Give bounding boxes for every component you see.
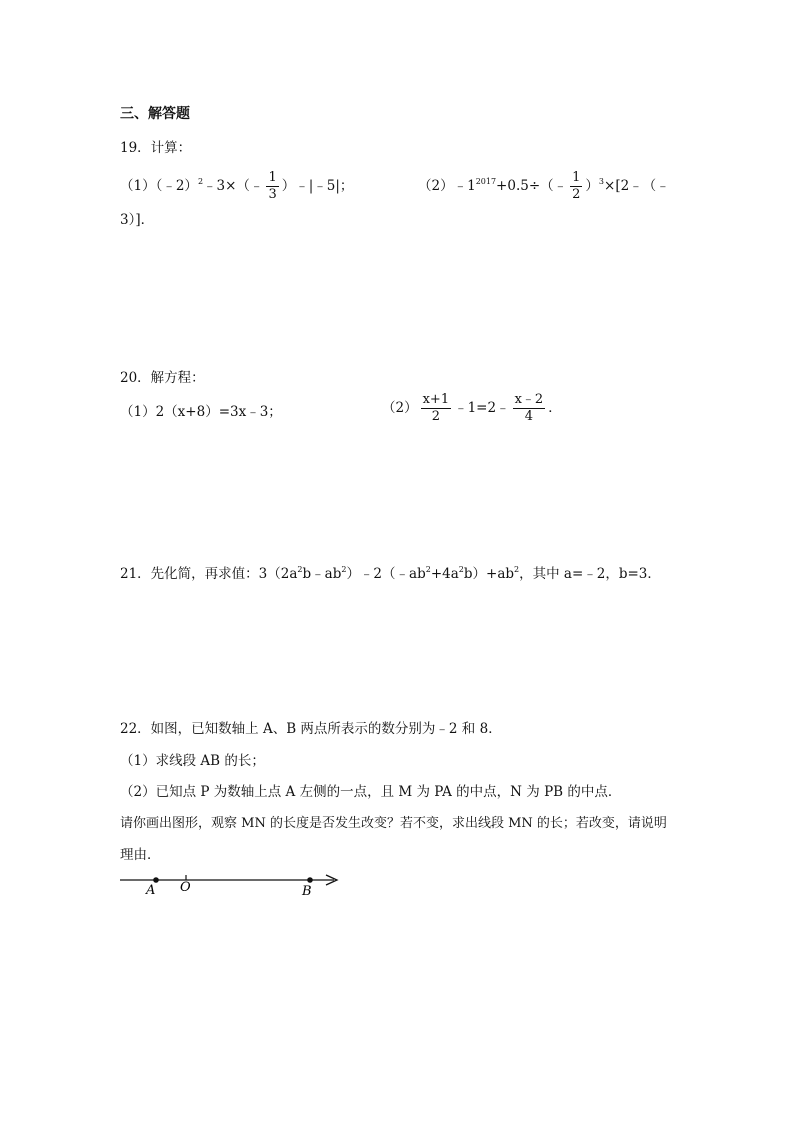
label-o: O xyxy=(180,880,191,895)
q20-p2-fraction1 xyxy=(421,393,452,423)
q21-text xyxy=(120,562,661,582)
q20-p2-post: ． xyxy=(548,400,562,416)
q19-p2-numerator: 1 xyxy=(572,170,581,186)
q19-p1-numerator: 1 xyxy=(268,170,277,186)
q19-p2-pre: （2）﹣1 xyxy=(418,178,476,194)
section-title: 三、解答题 xyxy=(120,106,190,122)
q21-exp3: 2 xyxy=(425,565,431,574)
q19-part2 xyxy=(418,168,670,204)
point-b-dot xyxy=(307,877,313,883)
q19-p1-fraction xyxy=(266,171,278,201)
label-b: B xyxy=(302,884,312,899)
q21-t1: b﹣ab xyxy=(302,566,342,582)
q21-t4: b）+ab xyxy=(463,566,515,582)
q19-p1-exp: 2 xyxy=(197,177,204,186)
q19-p2-post2: ×[2﹣（﹣ xyxy=(604,178,670,194)
q19-p2-mid: +0.5÷（﹣ xyxy=(496,178,568,194)
q19-p2-exp: 2017 xyxy=(475,177,497,186)
q19-p2-fraction xyxy=(570,171,582,201)
q21-t3: +4a xyxy=(430,566,459,582)
q21-exp4: 2 xyxy=(458,565,464,574)
q20-p2-denominator2: 4 xyxy=(524,409,534,424)
q22-instruction-end: 理由． xyxy=(120,847,161,863)
q19-p1-pre: （1）（﹣2） xyxy=(120,178,198,194)
q22-instruction: 请你画出图形，观察 MN 的长度是否发生改变？若不变，求出线段 MN 的长；若改变，请说明 xyxy=(120,816,667,831)
q20-p2-numerator1: x+1 xyxy=(422,392,450,408)
q21-exp5: 2 xyxy=(514,565,520,574)
q22-stem: 22．如图，已知数轴上 A、B 两点所表示的数分别为﹣2 和 8． xyxy=(120,721,502,737)
q19-p2-denominator: 2 xyxy=(572,187,581,202)
label-a: A xyxy=(146,883,156,898)
q20-p2-mid: ﹣1=2﹣ xyxy=(454,400,510,416)
q20-p2-fraction2 xyxy=(513,393,546,423)
q22-part2: （2）已知点 P 为数轴上点 A 左侧的一点，且 M 为 PA 的中点，N 为 PB 的中点． xyxy=(120,784,622,800)
q21-pre: 21．先化简，再求值：3（2a xyxy=(120,566,298,582)
q19-p2-post1: ） xyxy=(585,178,599,194)
q19-part1 xyxy=(120,168,353,204)
q20-p2-denominator1: 2 xyxy=(431,409,440,424)
q19-p1-mid: ﹣3×（﹣ xyxy=(203,178,264,194)
q20-part1: （1）2（x+8）=3x﹣3； xyxy=(120,404,282,420)
q22-part1: （1）求线段 AB 的长； xyxy=(120,753,265,769)
q19-p2-exp2: 3 xyxy=(598,177,605,186)
q19-label: 19．计算： xyxy=(120,140,192,156)
number-line-figure xyxy=(118,868,346,902)
q19-p1-denominator: 3 xyxy=(268,187,277,202)
q20-p2-pre: （2） xyxy=(382,400,418,416)
point-a-dot xyxy=(153,877,159,883)
q21-post: ，其中 a=﹣2，b=3． xyxy=(519,566,661,582)
q20-part2 xyxy=(382,390,562,426)
q19-part2-continued: 3）]． xyxy=(120,212,155,228)
q21-t2: ）﹣2（﹣ab xyxy=(346,566,426,582)
q20-p2-numerator2: x﹣2 xyxy=(514,392,544,408)
q19-p1-post: ）﹣|﹣5|； xyxy=(281,178,354,194)
q20-label: 20．解方程： xyxy=(120,370,205,386)
q21-exp2: 2 xyxy=(341,565,347,574)
q21-exp1: 2 xyxy=(297,565,303,574)
